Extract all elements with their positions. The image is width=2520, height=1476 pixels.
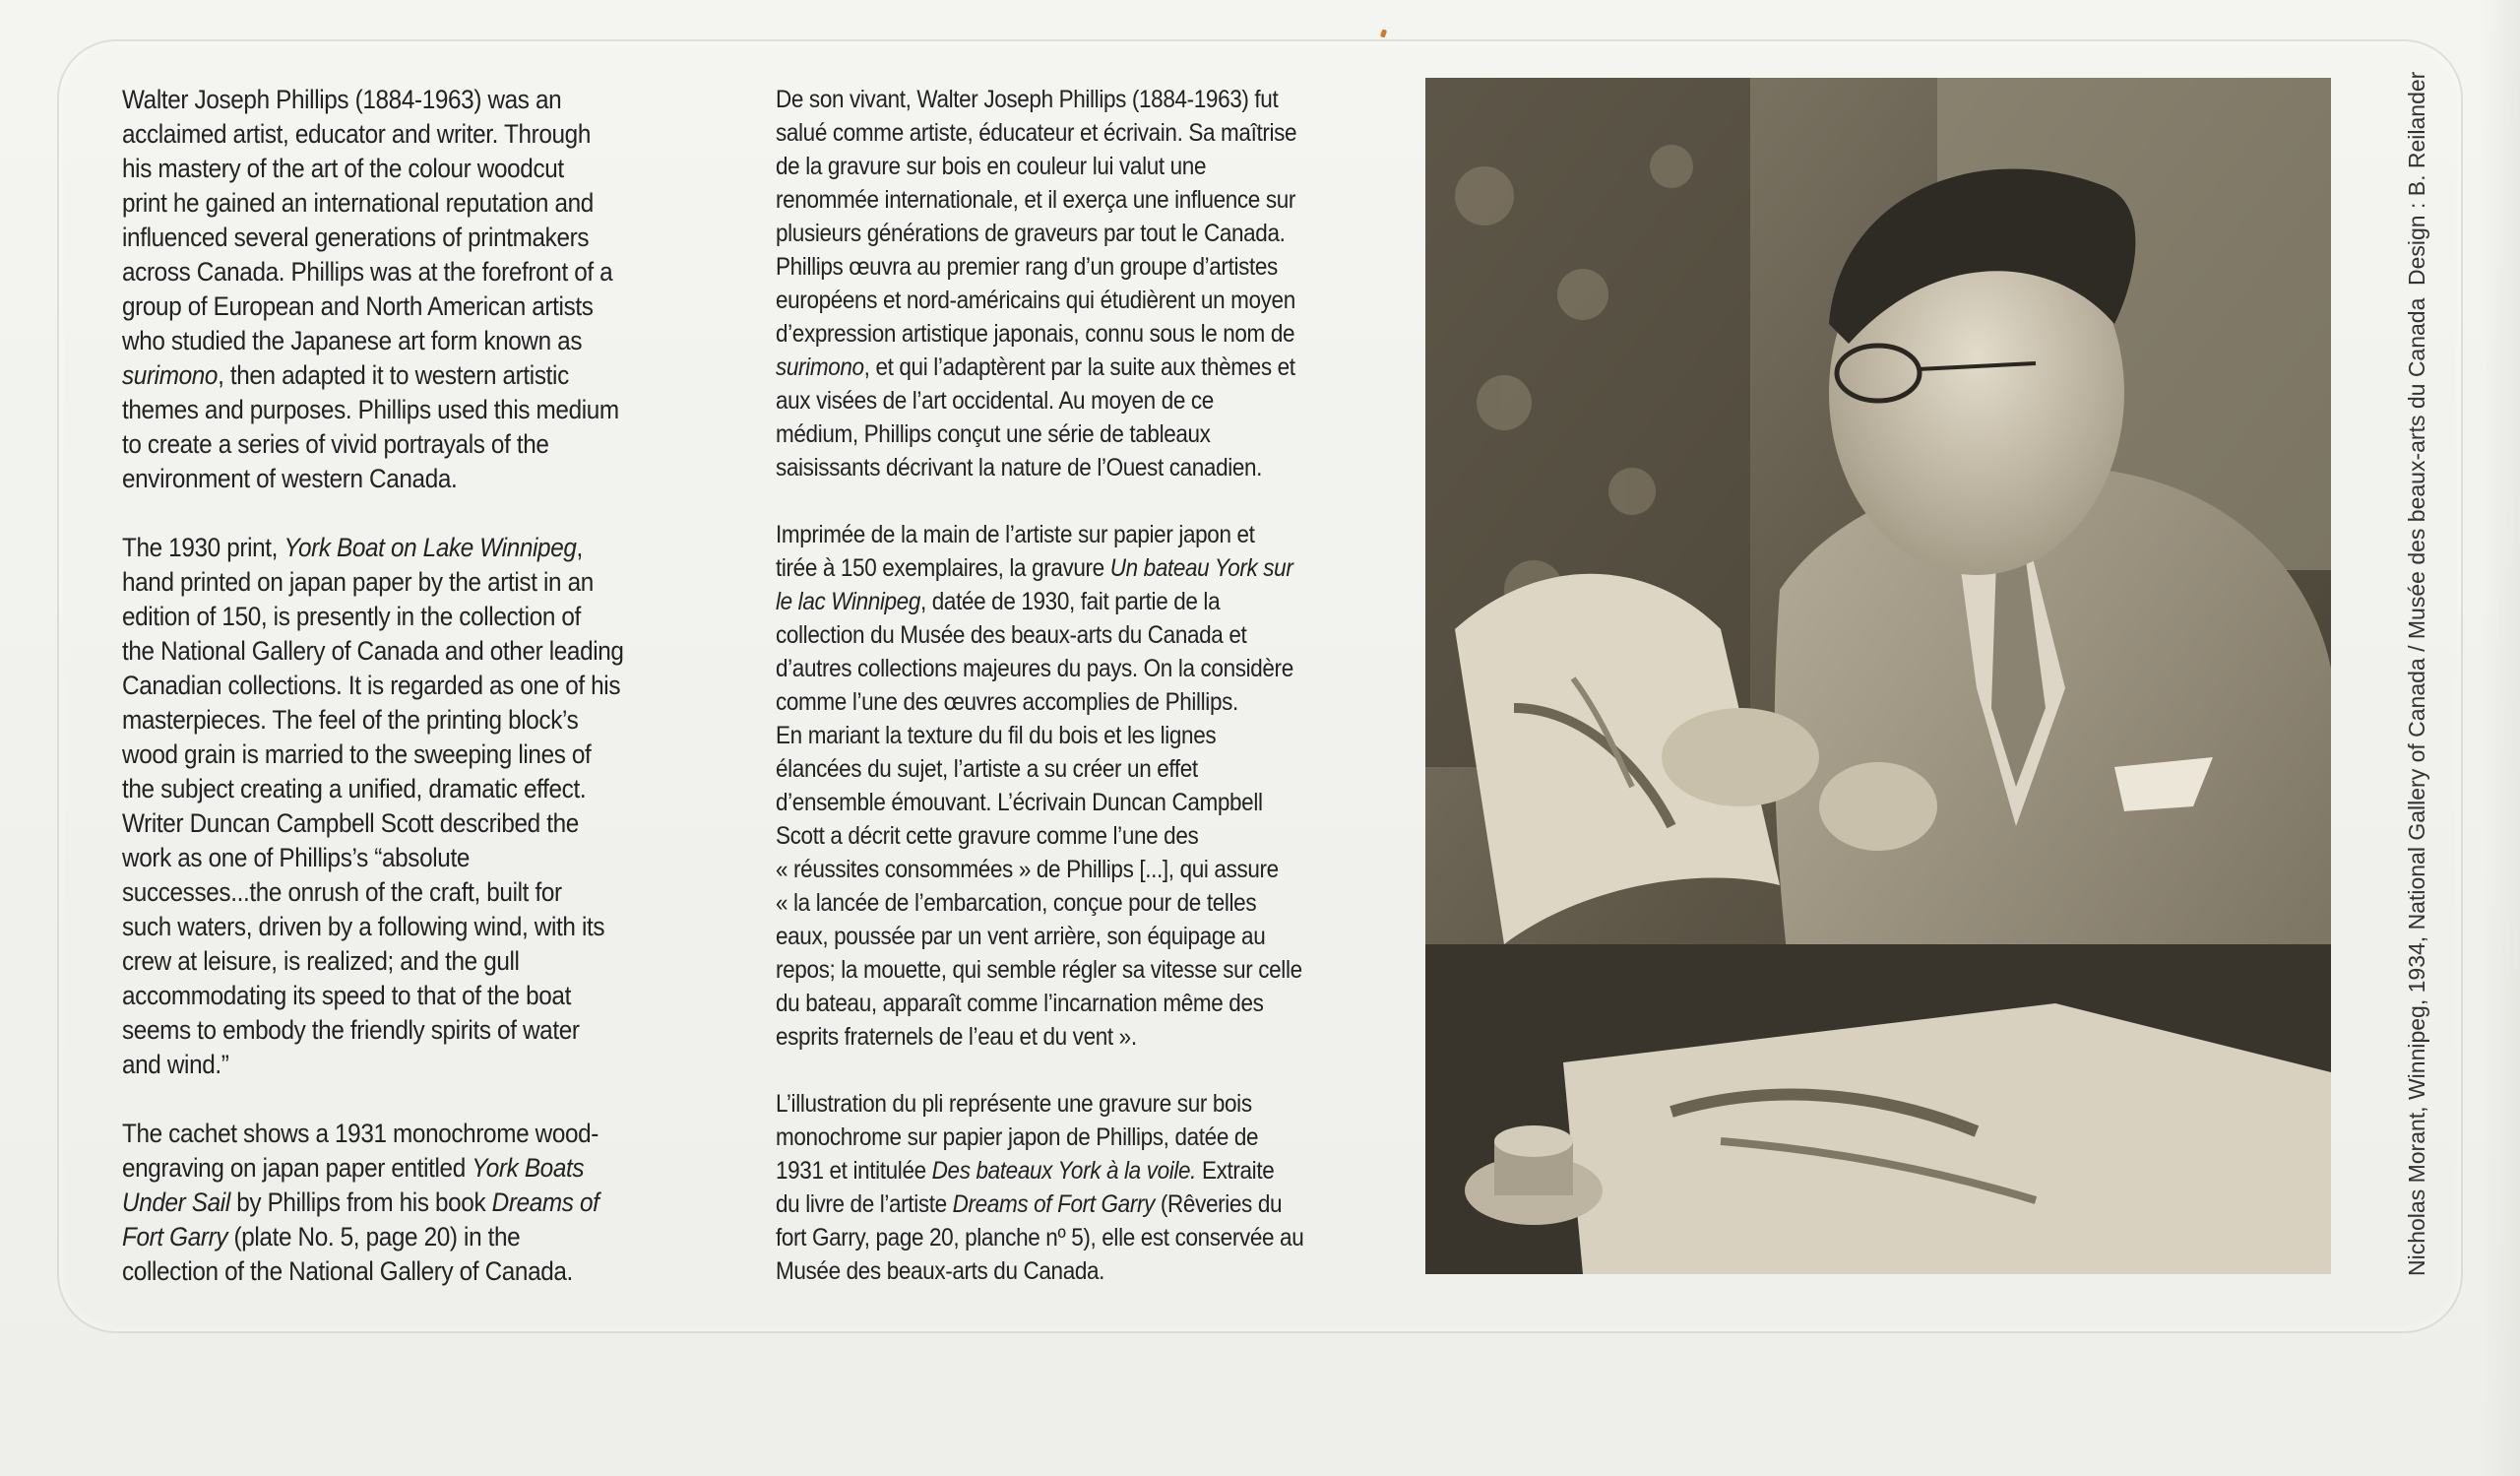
french-paragraph-3: L’illustration du pli représente une gravure sur bois monochrome sur papier japon de Phillips, datée de 1931 et intitulée Des bateaux York à la voile. Extraite du livre de l’artiste Dreams of Fort Garry (Rêveries du fort Garry, page 20, planche nº 5), elle est conservée au Musée des beaux-arts du Canada. xyxy=(776,1090,1304,1285)
french-paragraph-1: De son vivant, Walter Joseph Phillips (1884-1963) fut salué comme artiste, éducateur et écrivain. Sa maîtrise de la gravure sur bois en couleur lui valut une renommée internationale, et il exerça une influence sur plusieurs générations de graveurs par tout le Canada. Phillips œuvra au premier rang d’un groupe d’artistes européens et nord-américains qui étudièrent un moyen d’expression artistique japonais, connu sous le nom de surimono, et qui l’adaptèrent par la suite aux thèmes et aux visées de l’art occidental. Au moyen de ce médium, Phillips conçut une série de tableaux saisissants décrivant la nature de l’Ouest canadien. xyxy=(776,86,1297,481)
design-credit: Design : B. Reilander xyxy=(2404,71,2429,286)
french-text-column xyxy=(776,83,1343,1321)
english-text-column xyxy=(122,83,654,1323)
envelope-edge-shadow xyxy=(2481,0,2520,1476)
french-paragraph-2: Imprimée de la main de l’artiste sur papier japon et tirée à 150 exemplaires, la gravure Un bateau York sur le lac Winnipeg, datée de 1930, fait partie de la collection du Musée des beaux-arts du Canada et d’autres collections majeures du pays. On la considère comme l’une des œuvres accomplies de Phillips. En mariant la texture du fil du bois et les lignes élancées du sujet, l’artiste a su créer un effet d’ensemble émouvant. L’écrivain Duncan Campbell Scott a décrit cette gravure comme l’une des « réussites consommées » de Phillips [...], qui assure « la lancée de l’embarcation, conçue pour de telles eaux, poussée par un vent arrière, son équipage au repos; la mouette, qui semble régler sa vitesse sur celle du bateau, apparaît comme l’incarnation même des esprits fraternels de l’eau et du vent ». xyxy=(776,521,1302,1051)
photo-illustration xyxy=(1425,78,2331,1274)
english-paragraph-3: The cachet shows a 1931 monochrome wood- engraving on japan paper entitled York Boats Under Sail by Phillips from his book Dreams of Fort Garry (plate No. 5, page 20) in the collection of the National Gallery of Canada. xyxy=(122,1119,599,1286)
artist-photograph xyxy=(1425,78,2331,1274)
photo-credit: Nicholas Morant, Winnipeg, 1934, National Gallery of Canada / Musée des beaux-arts du Canada xyxy=(2404,297,2429,1276)
english-paragraph-1: Walter Joseph Phillips (1884-1963) was an acclaimed artist, educator and writer. Through his mastery of the art of the colour woodcut print he gained an international reputation and influenced several generations of printmakers across Canada. Phillips was at the forefront of a group of European and North American artists who studied the Japanese art form known as surimono, then adapted it to western artistic themes and purposes. Phillips used this medium to create a series of vivid portrayals of the environment of western Canada. xyxy=(122,85,619,493)
english-paragraph-2: The 1930 print, York Boat on Lake Winnipeg, hand printed on japan paper by the artist in an edition of 150, is presently in the collection of the National Gallery of Canada and other leading Canadian collections. It is regarded as one of his masterpieces. The feel of the printing block’s wood grain is married to the sweeping lines of the subject creating a unified, dramatic effect. Writer Duncan Campbell Scott described the work as one of Phillips’s “absolute successes...the onrush of the craft, built for such waters, driven by a following wind, with its crew at leisure, is realized; and the gull accommodating its speed to that of the boat seems to embody the friendly spirits of water and wind.” xyxy=(122,533,624,1079)
